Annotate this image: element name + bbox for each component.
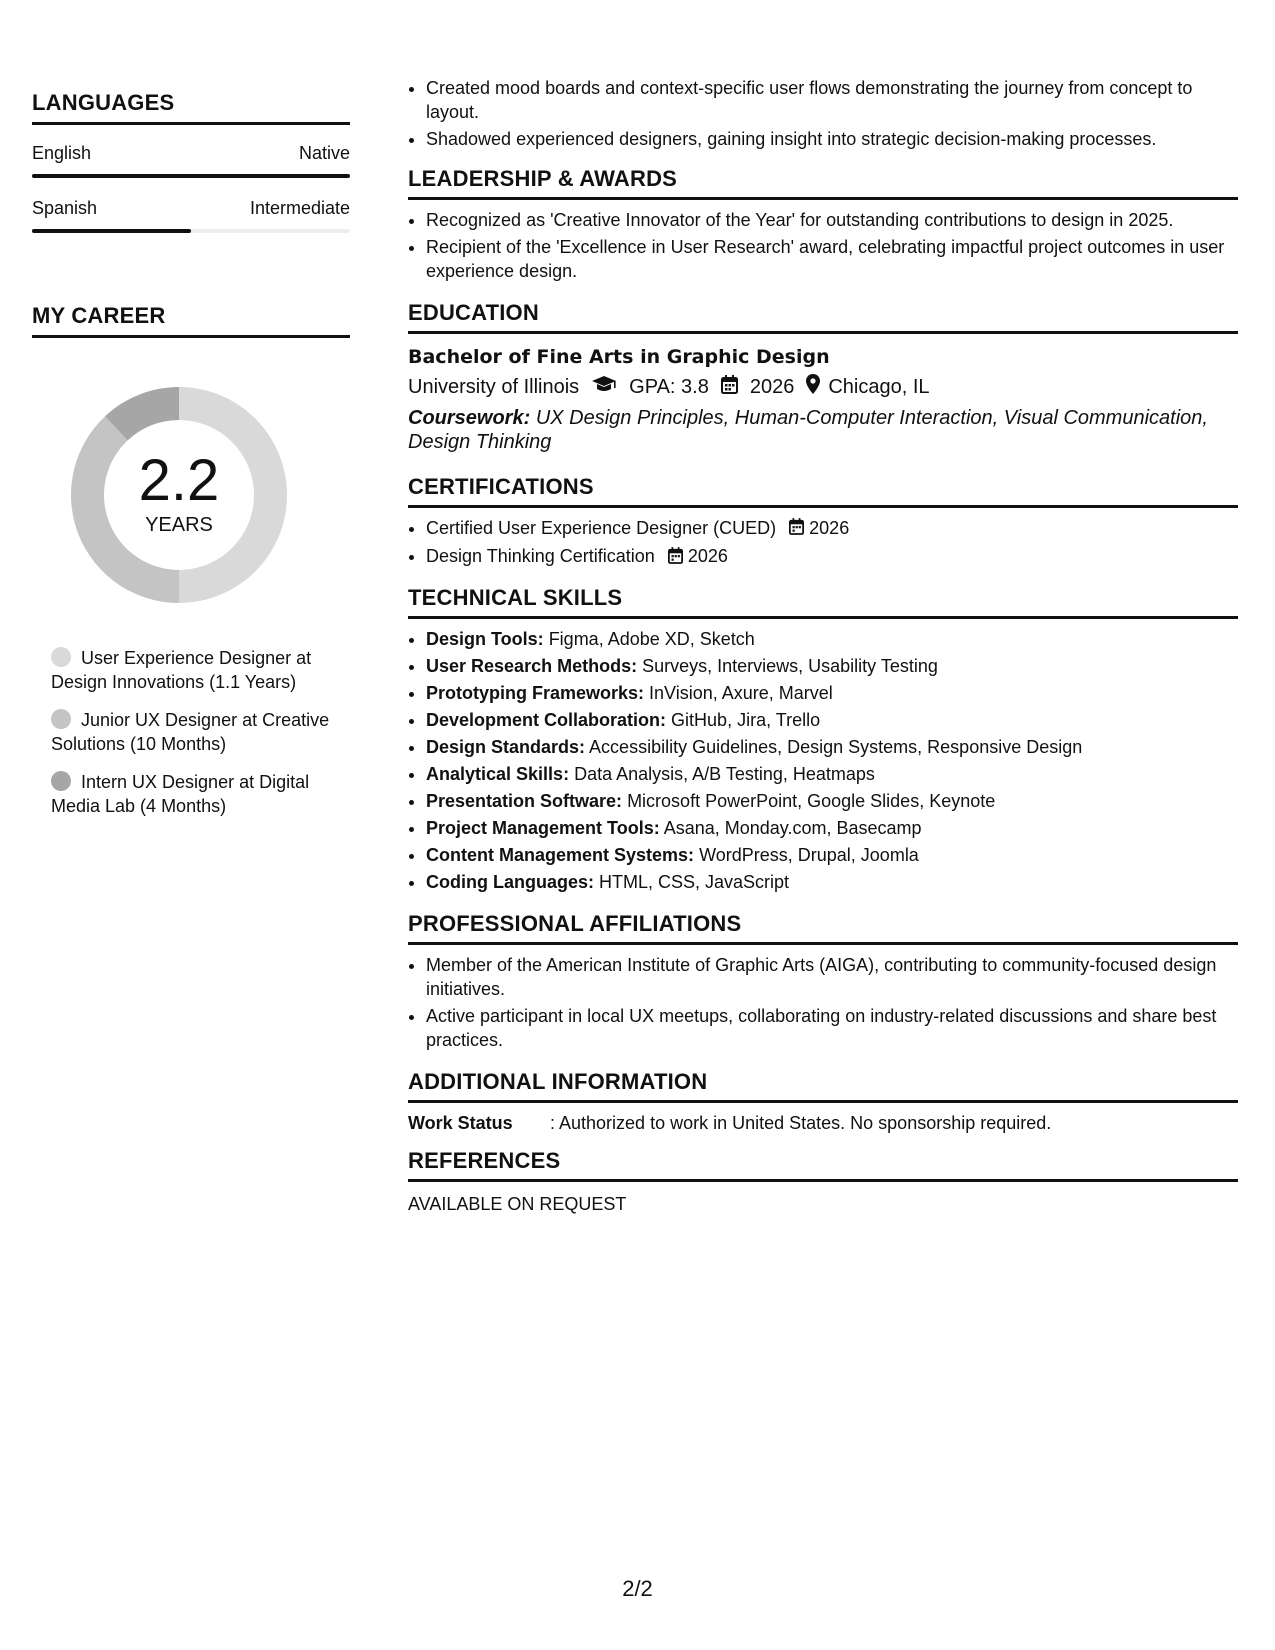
language-level: Native (298, 143, 350, 163)
career-donut-chart (64, 380, 294, 610)
skills-heading: TECHNICAL SKILLS (408, 585, 1238, 619)
language-name: English (32, 143, 92, 163)
skill-item (426, 870, 1238, 894)
legend-dot (51, 771, 71, 791)
school-name: University of Illinois (408, 375, 580, 398)
certification-name: Certified User Experience Designer (CUED) (426, 518, 777, 538)
calendar-icon (789, 517, 804, 541)
language-proficiency-fill (32, 229, 191, 233)
certification-year: 2026 (809, 518, 850, 538)
degree-title: Bachelor of Fine Arts in Graphic Design (408, 346, 830, 368)
skill-item (426, 681, 1238, 705)
leadership-item: • Recognized as 'Creative Innovator of the Year' for outstanding contributions to design in 2025. (426, 208, 1238, 232)
certification-item (426, 544, 1238, 569)
skill-value: Accessibility Guidelines, Design Systems, Responsive Design (589, 736, 1083, 757)
career-legend-item (51, 646, 331, 694)
leadership-heading: LEADERSHIP & AWARDS (408, 166, 1238, 200)
career-legend-item (51, 770, 331, 818)
left-column (32, 0, 350, 832)
certification-name: Design Thinking Certification (426, 546, 655, 567)
education-location: Chicago, IL (828, 375, 930, 398)
skill-value: GitHub, Jira, Trello (671, 709, 821, 730)
work-status-value: : Authorized to work in United States. No sponsorship required. (550, 1112, 1052, 1133)
languages-heading: LANGUAGES (32, 90, 350, 125)
skill-value: Figma, Adobe XD, Sketch (548, 628, 755, 649)
leadership-item: • Recipient of the 'Excellence in User Research' award, celebrating impactful project outcomes in user experience design. (426, 235, 1238, 283)
gpa: GPA: 3.8 (629, 375, 709, 398)
leadership-list (408, 208, 1238, 283)
skill-label: Project Management Tools: (426, 817, 660, 838)
career-role: Intern UX Designer at Digital Media Lab (4 Months) (51, 772, 310, 816)
skill-label: Development Collaboration: (426, 709, 667, 730)
education-heading: EDUCATION (408, 300, 1238, 334)
work-status-row (408, 1113, 1238, 1134)
skill-value: Microsoft PowerPoint, Google Slides, Keynote (627, 790, 996, 811)
skill-label: Presentation Software: (426, 790, 623, 811)
right-column (408, 0, 1238, 1215)
language-item (32, 143, 350, 178)
additional-info-heading: ADDITIONAL INFORMATION (408, 1069, 1238, 1103)
affiliation-item: • Member of the American Institute of Graphic Arts (AIGA), contributing to community-focused design initiatives. (426, 953, 1238, 1001)
skill-label: Coding Languages: (426, 871, 594, 892)
career-legend-item (51, 708, 331, 756)
skill-label: User Research Methods: (426, 655, 638, 676)
certification-year: 2026 (687, 546, 728, 567)
skill-value: Asana, Monday.com, Basecamp (663, 817, 922, 838)
certifications-list (408, 516, 1238, 570)
language-name: Spanish (32, 198, 98, 218)
references-text: AVAILABLE ON REQUEST (408, 1193, 627, 1214)
experience-bullet: • Shadowed experienced designers, gaining insight into strategic decision-making processes. (426, 127, 1238, 151)
graduation-year: 2026 (749, 375, 795, 398)
language-proficiency-bar (32, 229, 350, 233)
affiliations-heading: PROFESSIONAL AFFILIATIONS (408, 911, 1238, 945)
career-total: 2.2 (138, 448, 220, 513)
map-pin-icon (806, 374, 820, 400)
skill-item (426, 789, 1238, 813)
career-unit: YEARS (145, 514, 213, 536)
skill-label: Analytical Skills: (426, 763, 570, 784)
coursework-label: Coursework: (408, 407, 531, 429)
skill-value: HTML, CSS, JavaScript (599, 871, 790, 892)
coursework (408, 406, 1238, 454)
legend-dot (51, 709, 71, 729)
skill-item (426, 708, 1238, 732)
coursework-text: UX Design Principles, Human-Computer Interaction, Visual Communication, Design Thinking (408, 407, 1208, 453)
education-details (408, 374, 1238, 400)
affiliation-item: • Active participant in local UX meetups, collaborating on industry-related discussions and share best practices. (426, 1004, 1238, 1052)
experience-bullets (408, 76, 1238, 151)
language-proficiency-fill (32, 174, 350, 178)
language-level: Intermediate (249, 198, 350, 218)
skill-item (426, 627, 1238, 651)
skill-value: Data Analysis, A/B Testing, Heatmaps (574, 763, 875, 784)
skill-item (426, 654, 1238, 678)
certifications-heading: CERTIFICATIONS (408, 474, 1238, 508)
affiliations-list (408, 953, 1238, 1052)
career-legend (51, 646, 331, 818)
skill-label: Content Management Systems: (426, 844, 695, 865)
calendar-icon (668, 546, 683, 570)
calendar-icon (721, 375, 738, 400)
career-heading: MY CAREER (32, 303, 350, 338)
skill-item (426, 762, 1238, 786)
skill-value: WordPress, Drupal, Joomla (699, 844, 919, 865)
skill-item (426, 735, 1238, 759)
skill-item (426, 816, 1238, 840)
career-role: User Experience Designer at Design Innovations (1.1 Years) (51, 648, 312, 692)
skill-value: Surveys, Interviews, Usability Testing (642, 655, 938, 676)
skill-label: Prototyping Frameworks: (426, 682, 645, 703)
career-role: Junior UX Designer at Creative Solutions (10 Months) (51, 710, 330, 754)
experience-bullet: • Created mood boards and context-specific user flows demonstrating the journey from concept to layout. (426, 76, 1238, 124)
skill-label: Design Standards: (426, 736, 586, 757)
skill-value: InVision, Axure, Marvel (649, 682, 833, 703)
skill-label: Design Tools: (426, 628, 544, 649)
work-status-label: Work Status (408, 1112, 513, 1133)
skill-item (426, 843, 1238, 867)
certification-item (426, 516, 1238, 541)
language-item (32, 198, 350, 233)
references-heading: REFERENCES (408, 1148, 1238, 1182)
page-number: 2/2 (622, 1576, 653, 1601)
legend-dot (51, 647, 71, 667)
skills-list (408, 627, 1238, 894)
graduation-cap-icon (591, 375, 617, 399)
language-proficiency-bar (32, 174, 350, 178)
